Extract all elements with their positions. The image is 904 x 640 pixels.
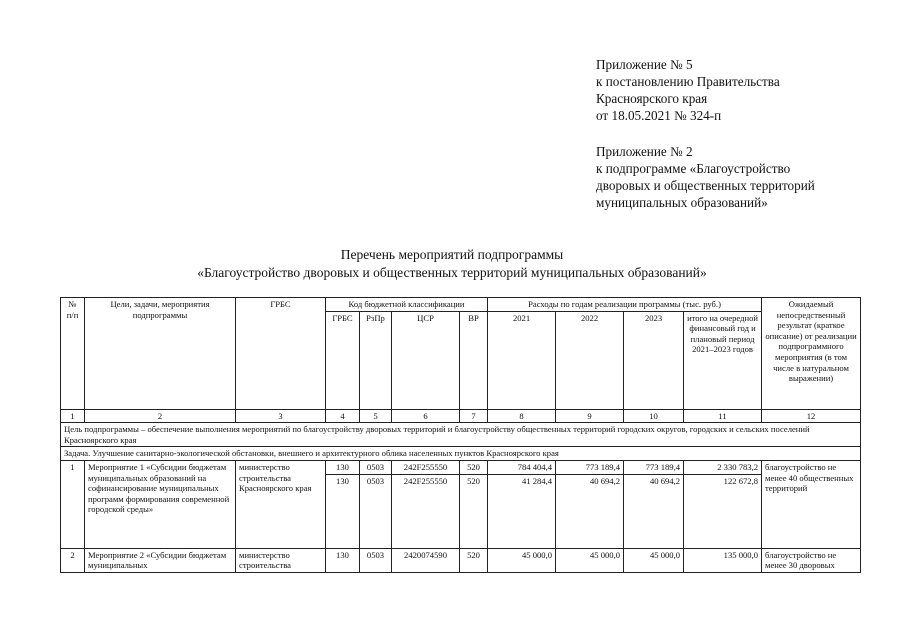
row-number: 1 (61, 460, 85, 548)
column-number: 7 (460, 409, 488, 423)
column-number: 3 (236, 409, 326, 423)
cell-grbs-code: 130 (326, 460, 360, 474)
cell-csr: 2420074590 (392, 548, 460, 572)
header-expenses: Расходы по годам реализации программы (тыс. руб.) (488, 298, 762, 312)
cell-csr: 242F255550 (392, 474, 460, 548)
header-row (61, 298, 861, 312)
appendix-header (596, 56, 780, 124)
cell-vr: 520 (460, 548, 488, 572)
appendix-line: муниципальных образований» (596, 195, 768, 210)
cell-2021: 784 404,4 (488, 460, 556, 474)
column-number: 9 (556, 409, 624, 423)
column-number: 4 (326, 409, 360, 423)
cell-vr: 520 (460, 460, 488, 474)
appendix-line: к подпрограмме «Благоустройство (596, 161, 791, 176)
header-budget-code: Код бюджетной классификации (326, 298, 488, 312)
appendix-line: к постановлению Правительства (596, 74, 780, 89)
column-number: 10 (624, 409, 684, 423)
task-text: Задача. Улучшение санитарно-экологической обстановки, внешнего и архитектурного облика населенных пунктов Красноярского края (61, 447, 861, 461)
document-title (0, 246, 904, 282)
appendix-line: Красноярского края (596, 91, 708, 106)
subheader-grbs: ГРБС (326, 311, 360, 409)
appendix-subheader (596, 143, 815, 211)
appendix-line: дворовых и общественных территорий (596, 178, 815, 193)
header-grbs: ГРБС (236, 298, 326, 410)
measure-name: Мероприятие 2 «Субсидии бюджетам муниципальных (85, 548, 236, 572)
cell-2022: 773 189,4 (556, 460, 624, 474)
title-line: Перечень мероприятий подпрограммы (340, 247, 564, 262)
subheader-csr: ЦСР (392, 311, 460, 409)
cell-rzpr: 0503 (360, 474, 392, 548)
subheader-2021: 2021 (488, 311, 556, 409)
subheader-2022: 2022 (556, 311, 624, 409)
row-number: 2 (61, 548, 85, 572)
measure-result: благоустройство не менее 40 общественных территорий (762, 460, 861, 548)
subheader-vr: ВР (460, 311, 488, 409)
goal-text: Цель подпрограммы – обеспечение выполнения мероприятий по благоустройству дворовых территорий и благоустройству общественных территорий городских округов, городских и сельских поселений Красноярского края (61, 423, 861, 447)
cell-rzpr: 0503 (360, 460, 392, 474)
cell-total: 122 672,8 (684, 474, 762, 548)
subheader-rzpr: РзПр (360, 311, 392, 409)
header-num: № п/п (61, 298, 85, 410)
cell-2021: 41 284,4 (488, 474, 556, 548)
column-number: 2 (85, 409, 236, 423)
table-row (61, 460, 861, 474)
cell-2022: 45 000,0 (556, 548, 624, 572)
task-row (61, 447, 861, 461)
subheader-2023: 2023 (624, 311, 684, 409)
cell-total: 2 330 783,2 (684, 460, 762, 474)
appendix-line: Приложение № 5 (596, 57, 693, 72)
column-number: 6 (392, 409, 460, 423)
cell-total: 135 000,0 (684, 548, 762, 572)
cell-csr: 242F255550 (392, 460, 460, 474)
cell-2021: 45 000,0 (488, 548, 556, 572)
goal-row (61, 423, 861, 447)
cell-vr: 520 (460, 474, 488, 548)
measure-grbs: министерство строительства (236, 548, 326, 572)
cell-2023: 40 694,2 (624, 474, 684, 548)
column-number: 12 (762, 409, 861, 423)
column-number: 8 (488, 409, 556, 423)
column-number-row (61, 409, 861, 423)
column-number: 1 (61, 409, 85, 423)
measure-result: благоустройство не менее 30 дворовых (762, 548, 861, 572)
subheader-total: итого на очередной финансовый год и плановый период 2021–2023 годов (684, 311, 762, 409)
measure-grbs: министерство строительства Красноярского края (236, 460, 326, 548)
title-line: «Благоустройство дворовых и общественных территорий муниципальных образований» (197, 265, 707, 280)
table-row (61, 548, 861, 572)
cell-2022: 40 694,2 (556, 474, 624, 548)
cell-2023: 45 000,0 (624, 548, 684, 572)
header-result: Ожидаемый непосредственный результат (краткое описание) от реализации подпрограммного мероприятия (в том числе в натуральном выражении) (762, 298, 861, 410)
measures-table (60, 297, 861, 573)
column-number: 11 (684, 409, 762, 423)
appendix-line: от 18.05.2021 № 324-п (596, 108, 722, 123)
cell-grbs-code: 130 (326, 548, 360, 572)
cell-rzpr: 0503 (360, 548, 392, 572)
appendix-line: Приложение № 2 (596, 144, 693, 159)
header-goals: Цели, задачи, мероприятия подпрограммы (85, 298, 236, 410)
measure-name: Мероприятие 1 «Субсидии бюджетам муниципальных образований на софинансирование муниципальных программ формирования современной городской среды» (85, 460, 236, 548)
cell-grbs-code: 130 (326, 474, 360, 548)
column-number: 5 (360, 409, 392, 423)
cell-2023: 773 189,4 (624, 460, 684, 474)
